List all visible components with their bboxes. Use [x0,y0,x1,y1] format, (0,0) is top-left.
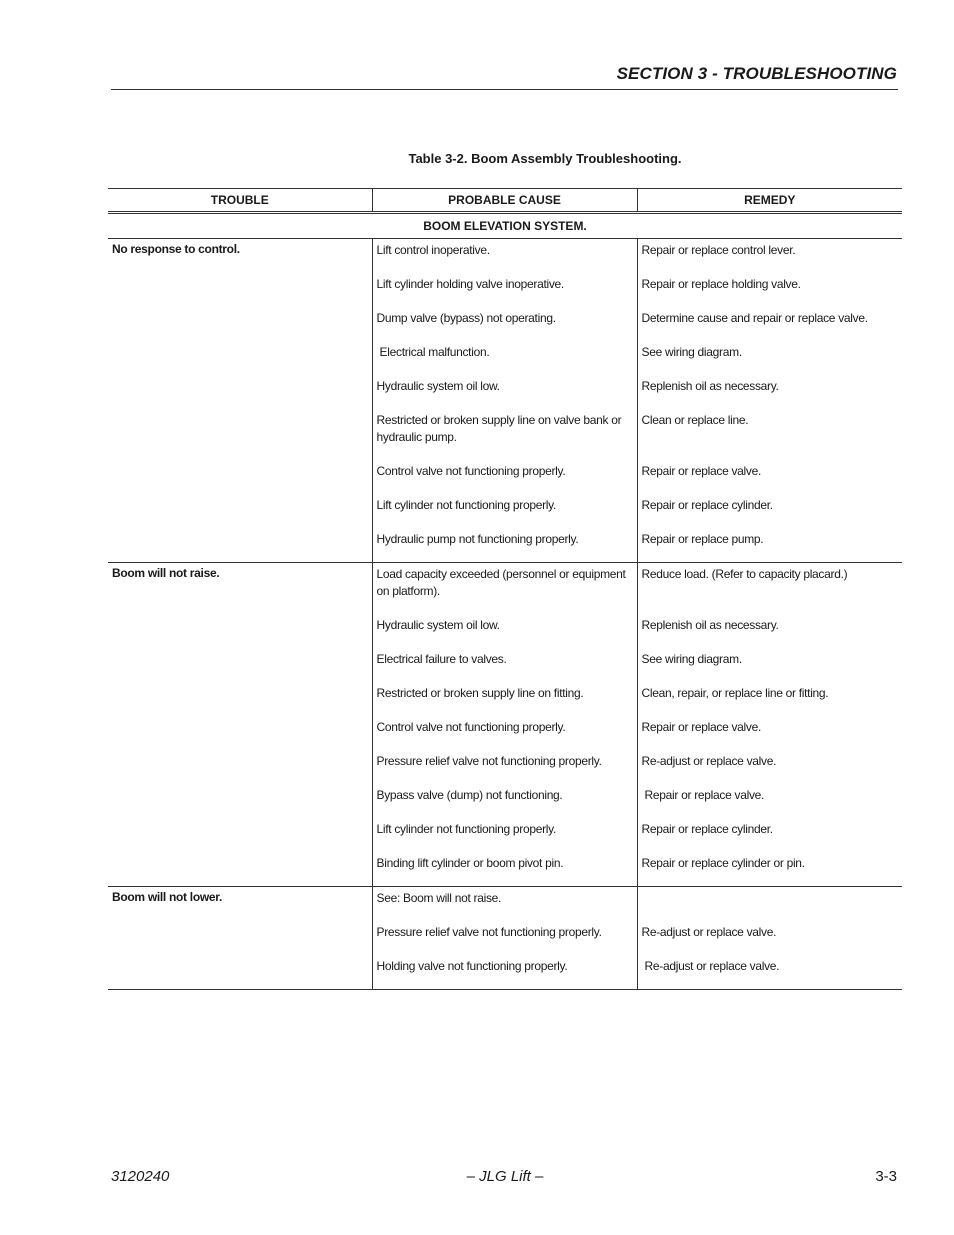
trouble-group-row [108,563,902,887]
section-label: BOOM ELEVATION SYSTEM. [108,214,902,239]
column-header-probable-cause: PROBABLE CAUSE [372,189,637,212]
remedy-item: Repair or replace control lever. [641,243,796,257]
remedy-item: Replenish oil as necessary. [641,379,779,393]
remedy-item: Repair or replace holding valve. [641,277,801,291]
table-header-row [108,189,902,212]
footer-doc-number: 3120240 [111,1168,170,1185]
remedy-item: Re-adjust or replace valve. [641,959,780,973]
remedy-item: Reduce load. (Refer to capacity placard.) [641,567,848,581]
remedy-item: Repair or replace cylinder. [641,822,773,836]
probable-cause-item: Hydraulic pump not functioning properly. [376,532,579,546]
remedy-item: Re-adjust or replace valve. [641,925,777,939]
probable-cause-cell [372,239,637,563]
probable-cause-item: Electrical failure to valves. [376,652,507,666]
probable-cause-item: Bypass valve (dump) not functioning. [376,788,563,802]
remedy-item: Repair or replace pump. [641,532,764,546]
probable-cause-item: Lift cylinder holding valve inoperative. [376,277,564,291]
remedy-item: Determine cause and repair or replace valve. [641,311,868,325]
remedy-item: Repair or replace cylinder or pin. [641,856,805,870]
probable-cause-item: Pressure relief valve not functioning properly. [376,754,602,768]
probable-cause-item: Lift cylinder not functioning properly. [376,498,557,512]
probable-cause-item: Dump valve (bypass) not operating. [376,311,556,325]
probable-cause-item: Lift control inoperative. [376,243,490,257]
footer-publisher: – JLG Lift – [466,1168,544,1185]
probable-cause-item: Control valve not functioning properly. [376,464,566,478]
probable-cause-item: Pressure relief valve not functioning properly. [376,925,602,939]
trouble-cell: Boom will not lower. [108,887,372,990]
probable-cause-item: Hydraulic system oil low. [376,379,500,393]
probable-cause-item: See: Boom will not raise. [376,891,502,905]
remedy-item: Clean or replace line. [641,413,749,427]
remedy-item: Replenish oil as necessary. [641,618,779,632]
remedy-item: Repair or replace cylinder. [641,498,773,512]
remedy-item: Repair or replace valve. [641,720,762,734]
probable-cause-item: Restricted or broken supply line on fitting. [376,686,584,700]
remedy-cell [637,239,902,563]
trouble-cell: No response to control. [108,239,372,563]
probable-cause-item: Holding valve not functioning properly. [376,959,568,973]
probable-cause-item: Hydraulic system oil low. [376,618,500,632]
troubleshooting-table [108,188,902,990]
trouble-group-row [108,887,902,990]
trouble-group-row [108,239,902,563]
probable-cause-item: Electrical malfunction. [376,345,490,359]
column-header-remedy: REMEDY [637,189,902,212]
probable-cause-item: Binding lift cylinder or boom pivot pin. [376,856,564,870]
probable-cause-cell [372,563,637,887]
probable-cause-item: Control valve not functioning properly. [376,720,566,734]
probable-cause-item: Load capacity exceeded (personnel or equipment on platform). [376,567,629,598]
remedy-item [642,890,899,907]
table-caption: Table 3-2. Boom Assembly Troubleshooting. [408,151,682,166]
remedy-item: Re-adjust or replace valve. [641,754,777,768]
remedy-cell [637,563,902,887]
probable-cause-item: Lift cylinder not functioning properly. [376,822,557,836]
probable-cause-cell [372,887,637,990]
footer-page-number: 3-3 [875,1168,897,1185]
probable-cause-item: Restricted or broken supply line on valve bank or hydraulic pump. [376,413,625,444]
column-header-trouble: TROUBLE [108,189,372,212]
remedy-item: Repair or replace valve. [641,464,762,478]
remedy-item: Clean, repair, or replace line or fitting. [641,686,829,700]
remedy-item: See wiring diagram. [641,652,742,666]
trouble-cell: Boom will not raise. [108,563,372,887]
section-title: SECTION 3 - TROUBLESHOOTING [616,64,897,83]
header-divider [111,89,898,90]
remedy-item: Repair or replace valve. [641,788,765,802]
section-row [108,214,902,239]
remedy-item: See wiring diagram. [641,345,742,359]
remedy-cell [637,887,902,990]
